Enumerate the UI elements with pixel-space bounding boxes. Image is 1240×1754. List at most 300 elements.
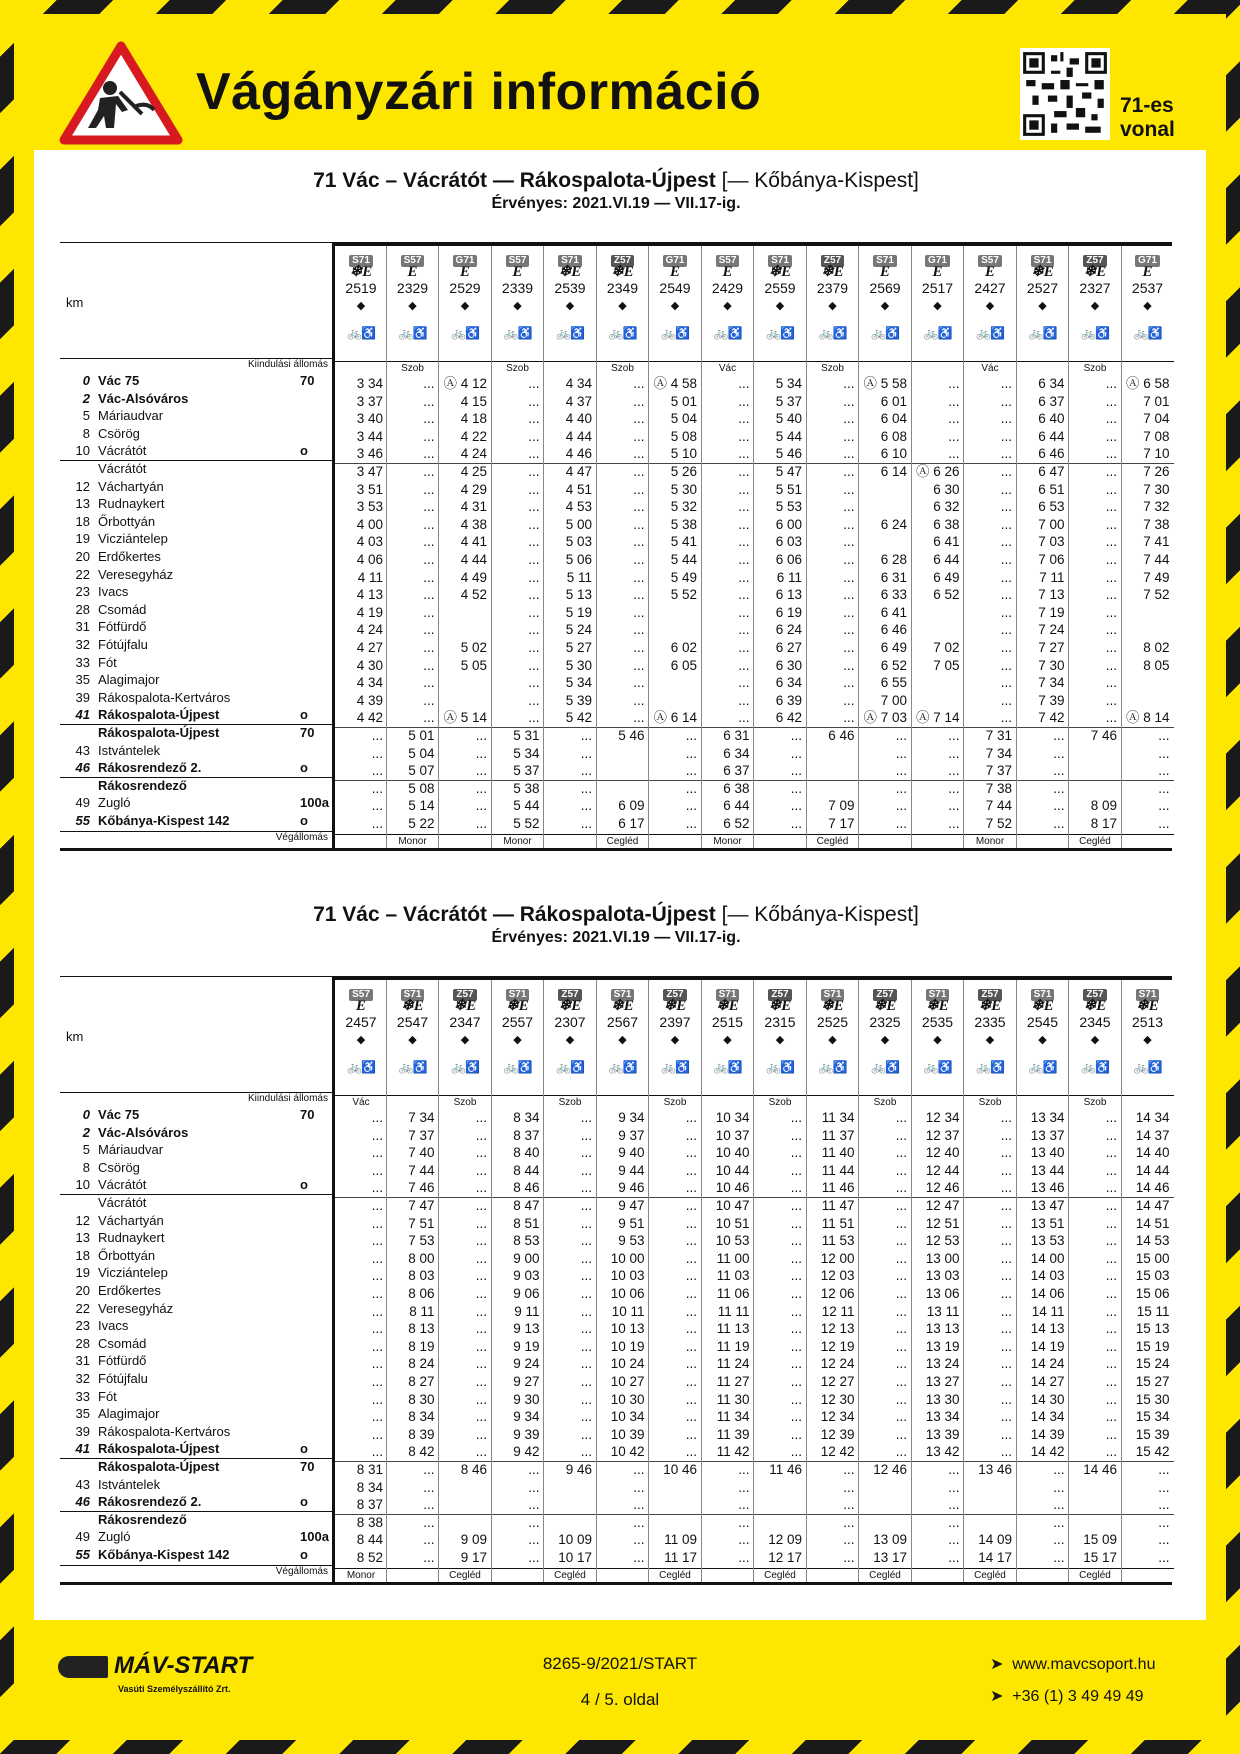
departure-time: 12 00: [820, 1250, 855, 1266]
train-category-badge: G71: [1135, 255, 1160, 267]
departure-time: ...: [1105, 675, 1117, 691]
departure-time: 7 30: [1038, 657, 1065, 673]
train-category-badge: S71: [768, 255, 792, 267]
departure-time: ...: [528, 604, 540, 620]
station-name: Vicziántelep: [98, 531, 168, 547]
train-destination: Cegléd: [554, 1569, 586, 1581]
departure-time: ...: [895, 1444, 907, 1460]
bicycle-accessible-icon: 🚲♿: [1081, 326, 1109, 340]
station-km: 5: [82, 408, 90, 424]
departure-time: ...: [1158, 1497, 1170, 1513]
bicycle-accessible-icon: 🚲♿: [451, 1060, 479, 1074]
departure-time: 13 00: [925, 1250, 960, 1266]
departure-time: 12 27: [820, 1374, 855, 1389]
departure-time: ...: [738, 604, 750, 620]
train-origin: Vác: [718, 363, 737, 374]
departure-time: ...: [1105, 1374, 1117, 1389]
departure-time: ...: [633, 692, 645, 708]
departure-time: ...: [1105, 1233, 1117, 1249]
departure-time: ...: [1105, 692, 1117, 708]
departure-time: ...: [895, 1145, 907, 1161]
departure-time: 14 42: [1030, 1444, 1065, 1460]
departure-time: 10 30: [610, 1391, 645, 1407]
departure-time: 7 39: [1038, 692, 1065, 708]
departure-time: 6 31: [723, 728, 750, 743]
train-category-badge: S71: [349, 255, 373, 267]
bicycle-accessible-icon: 🚲♿: [1133, 326, 1162, 340]
train-column: [963, 980, 1016, 1582]
departure-time: 13 46: [978, 1462, 1012, 1477]
departure-time: ...: [1105, 1426, 1117, 1442]
departure-time: ...: [790, 745, 802, 761]
departure-time: 5 08: [408, 780, 435, 796]
departure-time: 7 51: [408, 1215, 435, 1231]
departure-time: ...: [1000, 622, 1012, 638]
train-number: 2515: [711, 1014, 744, 1030]
departure-time: ...: [895, 1374, 907, 1389]
bicycle-accessible-icon: 🚲♿: [398, 1060, 427, 1074]
station-km: 12: [75, 478, 90, 494]
departure-time: 8 19: [408, 1338, 435, 1354]
logo-text: MÁV-START: [114, 1652, 253, 1679]
bicycle-accessible-icon: 🚲♿: [766, 326, 794, 340]
station-name: Rudnaykert: [98, 496, 165, 512]
departure-time: 11 42: [716, 1444, 750, 1460]
departure-time: 5 38: [670, 516, 697, 532]
station-km: 0: [82, 373, 90, 388]
departure-time: 5 04: [670, 411, 697, 427]
departure-time: 12 44: [925, 1162, 960, 1178]
departure-time: ...: [895, 1321, 907, 1337]
departure-time: 4 49: [460, 569, 487, 585]
departure-time: ...: [1105, 552, 1117, 567]
departure-time: ...: [685, 1110, 697, 1125]
departure-time: 6 10: [880, 446, 907, 462]
departure-time: Ⓐ 7 03: [863, 710, 907, 726]
departure-time: ...: [1053, 745, 1065, 761]
departure-time: 3 44: [356, 428, 383, 444]
departure-time: ...: [528, 1479, 540, 1495]
departure-time: ...: [371, 745, 383, 761]
departure-time: ...: [895, 1162, 907, 1178]
departure-time: ...: [633, 1532, 645, 1548]
direction-icon: ◆: [985, 300, 995, 312]
departure-time: 10 46: [663, 1462, 697, 1477]
departure-time: 11 11: [717, 1303, 750, 1319]
departure-time: ...: [1000, 1162, 1012, 1178]
departure-time: 6 04: [880, 411, 907, 427]
departure-time: ...: [738, 376, 750, 391]
departure-time: 15 13: [1135, 1321, 1170, 1337]
departure-time: ...: [790, 1286, 802, 1301]
departure-time: ...: [580, 1233, 592, 1249]
page-number: 4 / 5. oldal: [580, 1690, 660, 1709]
station-km: 46: [75, 760, 90, 776]
departure-time: Ⓐ 6 58: [1125, 376, 1170, 391]
station-km: 10: [75, 443, 90, 459]
departure-time: 7 34: [1038, 675, 1065, 691]
departure-time: ...: [580, 1215, 592, 1231]
departure-time: 4 31: [460, 499, 487, 515]
train-destination: Monor: [503, 835, 532, 847]
departure-time: ...: [895, 1215, 907, 1231]
departure-time: ...: [580, 1444, 592, 1460]
departure-time: 4 42: [356, 710, 383, 726]
train-destination: Cegléd: [974, 1569, 1006, 1581]
departure-time: 15 06: [1135, 1286, 1170, 1301]
train-column: [596, 246, 649, 848]
departure-time: ...: [738, 1497, 750, 1513]
train-column: [438, 980, 491, 1582]
bicycle-accessible-icon: 🚲♿: [1133, 1060, 1162, 1074]
departure-time: ...: [1000, 1127, 1012, 1143]
train-destination: Monor: [975, 835, 1005, 847]
departure-time: 7 08: [1143, 428, 1170, 444]
departure-time: 4 06: [356, 552, 383, 567]
departure-time: ...: [1000, 1286, 1012, 1301]
departure-time: ...: [475, 745, 487, 761]
departure-time: ...: [895, 1409, 907, 1425]
departure-time: ...: [843, 446, 855, 462]
departure-time: 6 41: [880, 604, 907, 620]
destination-label: Végállomás: [275, 1565, 328, 1577]
departure-time: ...: [738, 552, 750, 567]
train-number: 2517: [921, 280, 954, 296]
departure-time: 7 32: [1143, 499, 1170, 515]
departure-time: 4 15: [460, 393, 487, 409]
departure-time: ...: [895, 816, 907, 831]
departure-time: ...: [475, 1409, 487, 1425]
qr-code: [1020, 48, 1110, 140]
departure-time: 4 40: [565, 411, 592, 427]
departure-time: ...: [423, 692, 435, 708]
departure-time: ...: [948, 1497, 960, 1513]
departure-time: ...: [1158, 745, 1170, 761]
train-category-badge: S71: [558, 255, 582, 267]
departure-time: 8 13: [408, 1321, 435, 1337]
departure-time: 6 11: [776, 569, 802, 585]
phone-number[interactable]: +36 (1) 3 49 49 49: [1012, 1688, 1144, 1705]
departure-time: 12 19: [820, 1338, 855, 1354]
train-column: [806, 980, 859, 1582]
train-destination: Monor: [398, 835, 427, 847]
row-separator: [60, 1194, 332, 1195]
departure-time: ...: [1105, 481, 1117, 497]
departure-time: 5 44: [670, 552, 697, 567]
departure-time: ...: [948, 1514, 960, 1530]
km-header: km: [66, 1029, 84, 1044]
departure-time: 9 46: [618, 1180, 645, 1196]
departure-time: ...: [423, 499, 435, 515]
departure-time: ...: [685, 1198, 697, 1213]
departure-time: 6 06: [775, 552, 802, 567]
station-name: Kőbánya-Kispest 142: [98, 1547, 230, 1562]
train-column: [333, 246, 387, 848]
departure-time: 8 42: [408, 1444, 435, 1460]
departure-time: ...: [371, 1180, 383, 1196]
bicycle-accessible-icon: 🚲♿: [1028, 326, 1057, 340]
departure-time: 6 51: [1038, 481, 1065, 497]
station-name: Rákosrendező 2.: [98, 1494, 202, 1510]
station-km: 41: [75, 707, 90, 723]
departure-time: ...: [475, 763, 487, 779]
train-number: 2547: [396, 1014, 429, 1030]
departure-time: 5 39: [565, 692, 592, 708]
train-number: 2329: [396, 280, 429, 296]
departure-time: 7 17: [828, 816, 855, 831]
departure-time: 12 03: [820, 1268, 855, 1284]
train-column: [1121, 246, 1174, 848]
departure-time: 6 09: [618, 798, 645, 814]
departure-time: ...: [738, 1479, 750, 1495]
departure-time: ...: [1105, 1321, 1117, 1337]
departure-time: ...: [790, 798, 802, 814]
departure-time: ...: [843, 675, 855, 691]
train-service-mark: ❄E: [716, 998, 739, 1014]
station-km: 18: [75, 513, 90, 529]
row-separator: [60, 1511, 332, 1512]
departure-time: 6 52: [933, 587, 960, 603]
departure-time: ...: [528, 1550, 540, 1565]
departure-time: ...: [1000, 534, 1012, 550]
departure-time: ...: [528, 622, 540, 638]
departure-time: 5 47: [775, 464, 802, 479]
km-header: km: [66, 295, 84, 310]
train-origin: Szob: [821, 363, 844, 374]
train-service-mark: E: [407, 264, 418, 280]
departure-time: 3 40: [356, 411, 383, 427]
departure-time: ...: [475, 1303, 487, 1319]
departure-time: 7 13: [1038, 587, 1065, 603]
departure-time: ...: [423, 552, 435, 567]
departure-time: ...: [1053, 728, 1065, 743]
station-name: Őrbottyán: [98, 1247, 156, 1263]
station-km: 35: [75, 1406, 90, 1422]
route-title: [60, 902, 1172, 928]
departure-time: 12 39: [820, 1426, 855, 1442]
departure-time: ...: [1105, 640, 1117, 655]
departure-time: ...: [1053, 816, 1065, 831]
departure-time: ...: [423, 640, 435, 655]
departure-time: ...: [843, 1550, 855, 1565]
departure-time: 6 47: [1038, 464, 1065, 479]
departure-time: Ⓐ 7 14: [915, 710, 960, 726]
station-reference: 70: [300, 373, 315, 388]
departure-time: ...: [1105, 1303, 1117, 1319]
bicycle-accessible-icon: 🚲♿: [398, 326, 427, 340]
departure-time: 5 44: [513, 798, 540, 814]
departure-time: 7 09: [828, 798, 855, 814]
train-category-badge: S71: [401, 989, 425, 1001]
departure-time: 14 47: [1135, 1198, 1170, 1213]
departure-time: ...: [1158, 816, 1170, 831]
direction-icon: ◆: [723, 1034, 732, 1046]
departure-time: 5 53: [775, 499, 802, 515]
departure-time: ...: [1000, 640, 1012, 655]
departure-time: ...: [1000, 1233, 1012, 1249]
departure-time: 7 52: [1143, 587, 1170, 603]
departure-time: ...: [633, 499, 645, 515]
departure-time: 4 39: [356, 692, 383, 708]
station-name: Rákospalota-Újpest: [98, 1441, 220, 1457]
bicycle-accessible-icon: 🚲♿: [871, 326, 899, 340]
departure-time: ...: [1053, 1550, 1065, 1565]
departure-time: 11 46: [769, 1462, 802, 1477]
bicycle-accessible-icon: 🚲♿: [451, 326, 479, 340]
departure-time: ...: [685, 1321, 697, 1337]
departure-time: 15 09: [1083, 1532, 1117, 1548]
departure-time: ...: [790, 1127, 802, 1143]
train-number: 2397: [659, 1014, 691, 1030]
train-service-mark: E: [879, 264, 890, 280]
train-service-mark: E: [932, 264, 943, 280]
departure-time: ...: [1000, 1391, 1012, 1407]
station-name: Csörög: [98, 1159, 140, 1175]
train-column: [911, 246, 964, 848]
station-km: 20: [75, 1283, 90, 1298]
station-name: Ivacs: [98, 584, 129, 600]
departure-time: ...: [685, 1444, 697, 1460]
departure-time: ...: [685, 745, 697, 761]
station-name: Zugló: [98, 795, 131, 811]
train-service-mark: ❄E: [1031, 264, 1054, 280]
bicycle-accessible-icon: 🚲♿: [976, 1060, 1004, 1074]
departure-time: ...: [790, 816, 802, 831]
route-extension: [— Kőbánya-Kispest]: [721, 903, 919, 926]
departure-time: ...: [843, 692, 855, 708]
departure-time: ...: [1000, 1145, 1012, 1161]
website-link[interactable]: www.mavcsoport.hu: [1012, 1656, 1156, 1673]
departure-time: 7 46: [1090, 728, 1117, 743]
station-km: 43: [75, 742, 90, 758]
departure-time: 6 49: [880, 640, 907, 655]
station-name: Csomád: [98, 601, 147, 617]
direction-icon: ◆: [670, 1034, 680, 1046]
train-number: 2557: [501, 1014, 534, 1030]
departure-time: ...: [1158, 763, 1170, 779]
departure-time: 11 13: [716, 1321, 750, 1337]
departure-time: 4 29: [460, 481, 487, 497]
departure-time: ...: [790, 1374, 802, 1389]
departure-time: 14 46: [1083, 1462, 1117, 1477]
train-service-mark: ❄E: [821, 998, 844, 1014]
direction-icon: ◆: [1038, 1034, 1047, 1046]
departure-time: 8 06: [408, 1286, 435, 1301]
departure-time: 7 34: [408, 1110, 435, 1125]
departure-time: ...: [475, 1250, 487, 1266]
departure-time: ...: [1105, 1338, 1117, 1354]
departure-time: 8 44: [513, 1162, 540, 1178]
departure-time: 8 31: [356, 1462, 383, 1477]
departure-time: 13 17: [873, 1550, 907, 1565]
departure-time: ...: [371, 816, 383, 831]
departure-time: 7 44: [985, 798, 1012, 814]
station-km: 31: [75, 1353, 90, 1369]
station-km: 8: [82, 1159, 90, 1175]
departure-time: 8 11: [409, 1303, 435, 1319]
departure-time: 6 37: [723, 763, 750, 779]
departure-time: 5 46: [775, 446, 802, 462]
departure-time: 6 27: [775, 640, 802, 655]
departure-time: 9 11: [514, 1303, 540, 1319]
train-service-mark: ❄E: [821, 264, 844, 280]
departure-time: ...: [580, 798, 592, 814]
departure-time: 10 46: [715, 1180, 750, 1196]
departure-time: 8 47: [513, 1198, 540, 1213]
departure-time: 4 44: [460, 552, 487, 567]
station-km: 32: [75, 637, 90, 652]
departure-time: ...: [580, 1426, 592, 1442]
station-name: Alagimajor: [98, 672, 160, 688]
departure-time: 8 30: [408, 1391, 435, 1407]
departure-time: ...: [528, 464, 540, 479]
departure-time: ...: [685, 1215, 697, 1231]
departure-time: ...: [1000, 692, 1012, 708]
departure-time: ...: [895, 1110, 907, 1125]
departure-time: ...: [843, 411, 855, 427]
train-service-mark: E: [984, 264, 995, 280]
departure-time: 14 24: [1030, 1356, 1065, 1372]
station-name: Rákosrendező 2.: [98, 760, 202, 776]
station-name: Fótújfalu: [98, 1371, 148, 1386]
departure-time: ...: [423, 446, 435, 462]
departure-time: 11 40: [821, 1145, 855, 1161]
departure-time: 10 42: [610, 1444, 645, 1460]
departure-time: 9 06: [513, 1286, 540, 1301]
direction-icon: ◆: [1090, 1034, 1100, 1046]
validity: Érvényes: 2021.VI.19 — VII.17-ig.: [491, 195, 741, 212]
departure-time: ...: [633, 657, 645, 673]
departure-time: 5 44: [775, 428, 802, 444]
departure-time: 13 46: [1030, 1180, 1065, 1196]
departure-time: 11 00: [716, 1250, 750, 1266]
departure-time: ...: [790, 763, 802, 779]
row-separator: [60, 777, 332, 778]
departure-time: 6 28: [880, 552, 907, 567]
station-km: 10: [75, 1177, 90, 1193]
departure-time: ...: [685, 1303, 697, 1319]
departure-time: ...: [423, 534, 435, 550]
departure-time: 7 06: [1038, 552, 1065, 567]
departure-time: ...: [633, 393, 645, 409]
station-km: 13: [75, 496, 90, 512]
departure-time: 14 03: [1030, 1268, 1065, 1284]
departure-time: 4 25: [460, 464, 487, 479]
departure-time: 13 39: [925, 1426, 960, 1442]
departure-time: ...: [633, 516, 645, 532]
train-origin: Szob: [768, 1097, 792, 1108]
departure-time: 5 01: [408, 728, 435, 743]
departure-time: ...: [895, 728, 907, 743]
departure-time: ...: [738, 534, 750, 550]
departure-time: ...: [528, 1532, 540, 1548]
departure-time: 7 00: [1038, 516, 1065, 532]
departure-time: ...: [790, 780, 802, 796]
departure-time: 13 24: [925, 1356, 960, 1372]
origin-label: Kiindulási állomás: [247, 1093, 328, 1104]
train-column: [491, 246, 544, 848]
departure-time: ...: [843, 1479, 855, 1495]
departure-time: ...: [580, 763, 592, 779]
departure-time: ...: [423, 393, 435, 409]
departure-time: ...: [1000, 1250, 1012, 1266]
departure-time: ...: [1105, 534, 1117, 550]
departure-time: 15 00: [1135, 1250, 1170, 1266]
bicycle-accessible-icon: 🚲♿: [713, 1060, 742, 1074]
departure-time: 8 53: [513, 1233, 540, 1249]
departure-time: 5 10: [670, 446, 697, 462]
departure-time: 6 37: [1038, 393, 1065, 409]
